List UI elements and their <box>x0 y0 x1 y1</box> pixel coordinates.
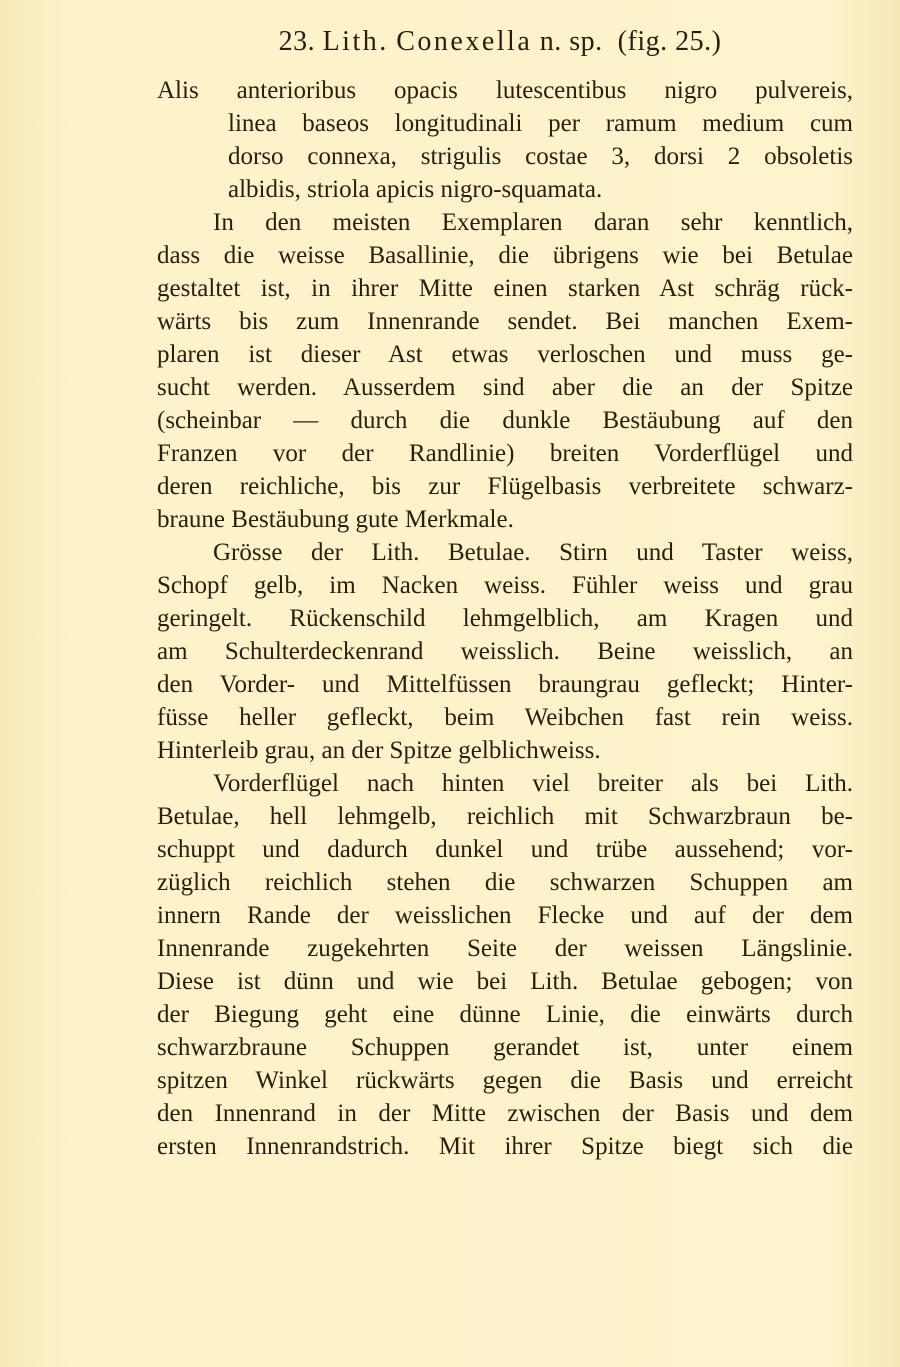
text-line: Franzen vor der Randlinie) breiten Vorderflügel und <box>157 440 853 467</box>
text-line: plaren ist dieser Ast etwas verloschen und muss ge- <box>157 341 853 368</box>
text-line: der Biegung geht eine dünne Linie, die einwärts durch <box>157 1001 853 1028</box>
text-line: albidis, striola apicis nigro-squamata. <box>228 176 603 203</box>
text-line: deren reichliche, bis zur Flügelbasis verbreitete schwarz- <box>157 473 853 500</box>
text-line: den Vorder- und Mittelfüssen braungrau gefleckt; Hinter- <box>157 671 853 698</box>
text-line: am Schulterdeckenrand weisslich. Beine weisslich, an <box>157 638 853 665</box>
text-line: schwarzbraune Schuppen gerandet ist, unter einem <box>157 1034 853 1061</box>
text-line: innern Rande der weisslichen Flecke und auf der dem <box>157 902 853 929</box>
text-line: Alis anterioribus opacis lutescentibus nigro pulvereis, <box>157 77 853 104</box>
text-line: füsse heller gefleckt, beim Weibchen fast rein weiss. <box>157 704 853 731</box>
text-line: Innenrande zugekehrten Seite der weissen Längslinie. <box>157 935 853 962</box>
text-line: wärts bis zum Innenrande sendet. Bei manchen Exem- <box>157 308 853 335</box>
heading-figure-ref: (fig. 25.) <box>617 26 722 57</box>
heading-species: Conexella <box>396 26 533 57</box>
text-line: züglich reichlich stehen die schwarzen Schuppen am <box>157 869 853 896</box>
text-line: sucht werden. Ausserdem sind aber die an der Spitze <box>157 374 853 401</box>
heading-genus: Lith. <box>322 26 389 57</box>
heading-number: 23. <box>278 26 316 57</box>
text-line: spitzen Winkel rückwärts gegen die Basis und erreicht <box>157 1067 853 1094</box>
text-line: linea baseos longitudinali per ramum medium cum <box>228 110 853 137</box>
text-line: den Innenrand in der Mitte zwischen der Basis und dem <box>157 1100 853 1127</box>
text-line: schuppt und dadurch dunkel und trübe aussehend; vor- <box>157 836 853 863</box>
text-line: Vorderflügel nach hinten viel breiter als bei Lith. <box>213 770 853 797</box>
text-line: ersten Innenrandstrich. Mit ihrer Spitze biegt sich die <box>157 1133 853 1160</box>
text-line: Diese ist dünn und wie bei Lith. Betulae gebogen; von <box>157 968 853 995</box>
text-line: dass die weisse Basallinie, die übrigens wie bei Betulae <box>157 242 853 269</box>
text-line: Hinterleib grau, an der Spitze gelblichweiss. <box>157 737 601 764</box>
text-line: geringelt. Rückenschild lehmgelblich, am Kragen und <box>157 605 853 632</box>
text-line: Betulae, hell lehmgelb, reichlich mit Schwarzbraun be- <box>157 803 853 830</box>
text-line: Grösse der Lith. Betulae. Stirn und Taster weiss, <box>213 539 853 566</box>
text-line: gestaltet ist, in ihrer Mitte einen starken Ast schräg rück- <box>157 275 853 302</box>
text-line: dorso connexa, strigulis costae 3, dorsi 2 obsoletis <box>228 143 853 170</box>
text-line: In den meisten Exemplaren daran sehr kenntlich, <box>213 209 853 236</box>
section-heading <box>0 24 900 60</box>
body-text <box>157 74 853 1163</box>
heading-qualifier: n. sp. <box>539 26 603 57</box>
text-line: braune Bestäubung gute Merkmale. <box>157 506 514 533</box>
text-line: Schopf gelb, im Nacken weiss. Fühler weiss und grau <box>157 572 853 599</box>
text-line: (scheinbar — durch die dunkle Bestäubung auf den <box>157 407 853 434</box>
